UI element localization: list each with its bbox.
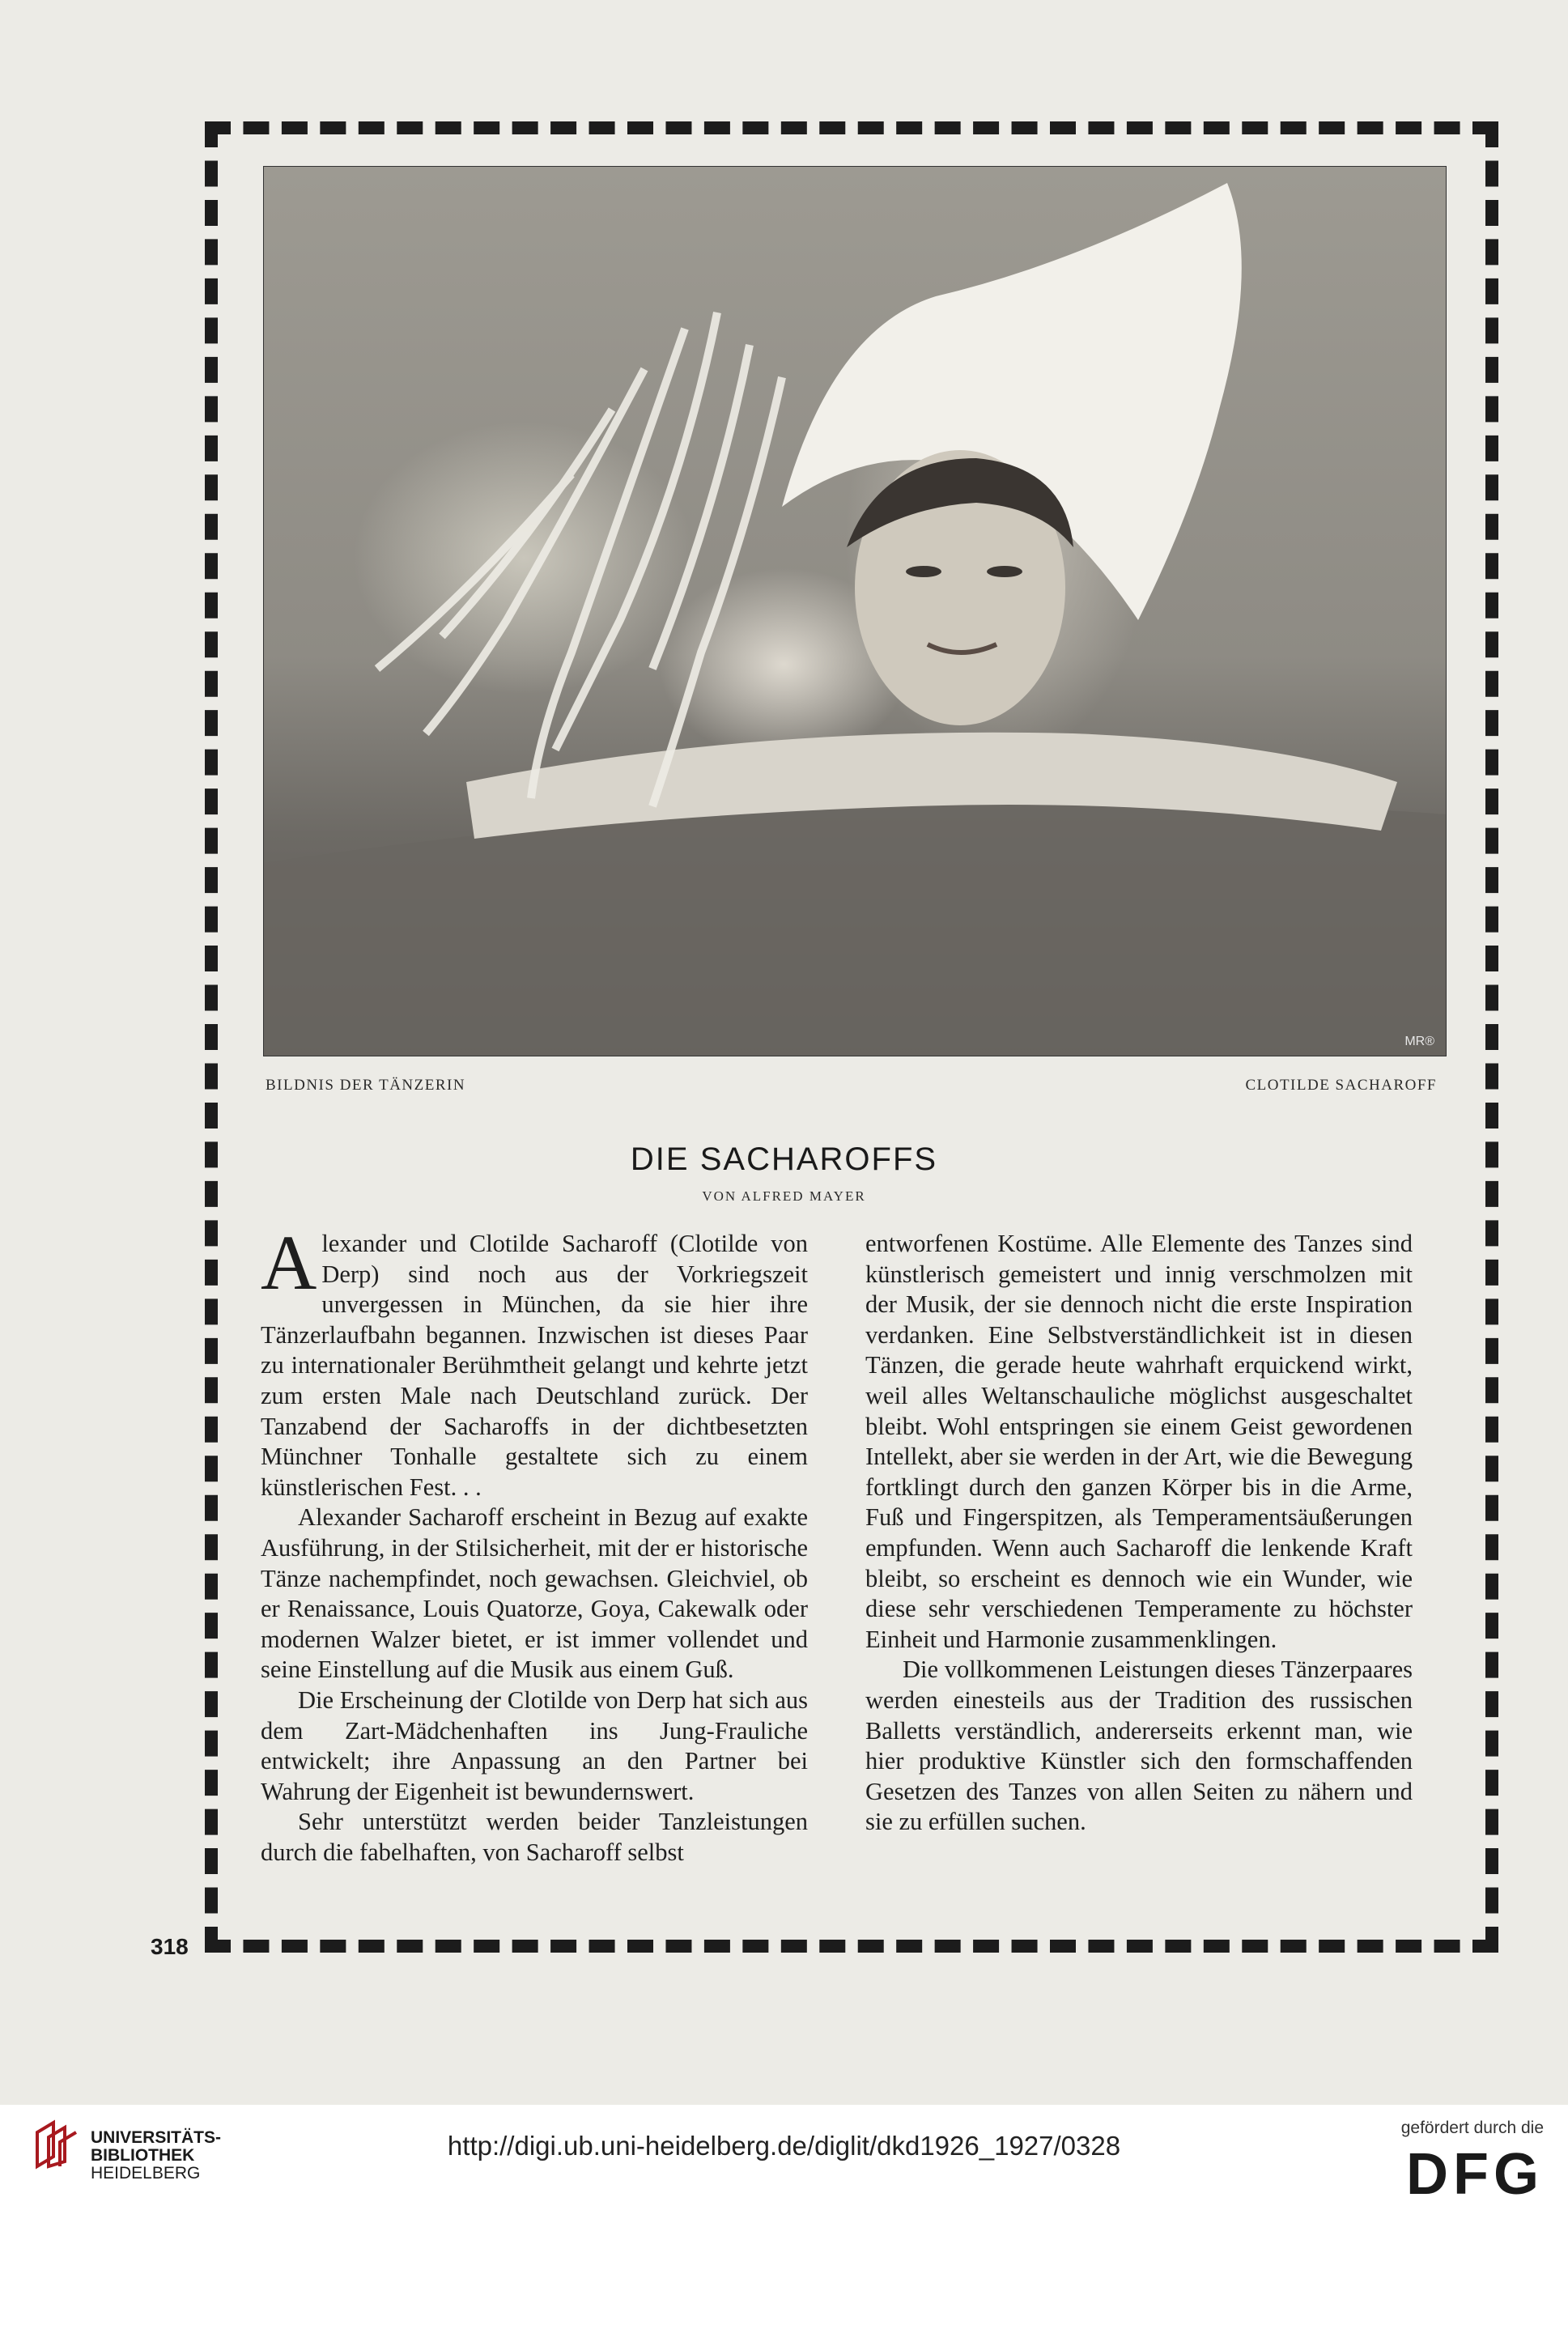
caption-right: CLOTILDE SACHAROFF xyxy=(1245,1077,1437,1094)
caption-left: BILDNIS DER TÄNZERIN xyxy=(266,1077,466,1094)
paragraph: Die Erscheinung der Clotilde von Derp hat sich aus dem Zart-Mädchenhaften ins Jung-Frauliche entwickelt; ihre Anpassung an den Partner bei Wahrung der Eigenheit ist bewundernswert. xyxy=(261,1685,808,1805)
library-name-line: UNIVERSITÄTS- xyxy=(91,2128,222,2147)
paragraph: Die vollkommenen Leistungen dieses Tänzerpaares werden einesteils aus der Tradition des russischen Balletts verständlich, andererseits erkennt man, wie hier produktive Künstler sich den formschaffenden Gesetzen des Tanzes von allen Seiten zu nähern und sie zu erfüllen suchen. xyxy=(865,1656,1413,1836)
text-column-right xyxy=(865,1229,1413,1838)
drop-cap: A xyxy=(261,1219,317,1306)
portrait-illustration xyxy=(264,167,1446,1056)
paragraph: Sehr unterstützt werden beider Tanzleistungen durch die fabelhaften, von Sacharoff selbst xyxy=(261,1808,808,1866)
paragraph xyxy=(261,1219,808,1503)
funding-note: gefördert durch die xyxy=(1400,2119,1544,2137)
photographer-mark: MR® xyxy=(1404,1035,1434,1048)
source-url[interactable]: http://digi.ub.uni-heidelberg.de/diglit/dkd1926_1927/0328 xyxy=(447,2131,1121,2161)
portrait-photo xyxy=(263,166,1447,1056)
paragraph: entworfenen Kostüme. Alle Elemente des Tanzes sind künstlerisch gemeistert und innig verschmolzen mit der Musik, der sie dennoch nicht die erste Inspiration verdanken. Eine Selbstverständlichkeit ist in diesen Tänzen, die gerade heute wahrhaft erquickend wirkt, weil alles Weltanschauliche möglichst ausgeschaltet bleibt. Wohl entspringen sie einem Geist gewordenen Intellekt, aber sie werden in der Art, wie die Bewegung fortklingt durch den ganzen Körper bis in die Arme, Fuß und Fingerspitzen, als Temperamentsäußerungen empfunden. Wenn auch Sacharoff die lenkende Kraft bleibt, so erscheint es dennoch wie ein Wunder, wie diese sehr verschiedenen Temperamente zu höchster Einheit und Harmonie zusammenklingen. xyxy=(865,1230,1413,1653)
paragraph-text: lexander und Clotilde Sacharoff (Clotilde von Derp) sind noch aus der Vorkriegszeit unvergessen in München, da sie hier ihre Tänzerlaufbahn begannen. Inzwischen ist dieses Paar zu internationaler Berühmtheit gelangt und kehrte jetzt zum ersten Male nach Deutschland zurück. Der Tanzabend der Sacharoffs in der dichtbesetzten Münchner Tonhalle gestaltete sich zu einem künstlerischen Fest. . . xyxy=(261,1230,808,1501)
page-number: 318 xyxy=(151,1934,189,1959)
library-name-line: BIBLIOTHEK xyxy=(91,2146,195,2165)
article-title: DIE SACHAROFFS xyxy=(630,1141,938,1177)
paragraph: Alexander Sacharoff erscheint in Bezug auf exakte Ausführung, in der Stilsicherheit, mit der er historische Tänze nachempfindet, noch gewachsen. Gleichviel, ob er Renaissance, Louis Quatorze, Goya, Cakewalk oder modernen Walzer bietet, er ist immer vollendet und seine Einstellung auf die Musik aus einem Guß. xyxy=(261,1503,808,1684)
article-byline: VON ALFRED MAYER xyxy=(702,1188,866,1204)
text-column-left xyxy=(261,1219,808,1868)
library-name-line: HEIDELBERG xyxy=(91,2164,201,2183)
dfg-logo: DFG xyxy=(1406,2142,1544,2207)
